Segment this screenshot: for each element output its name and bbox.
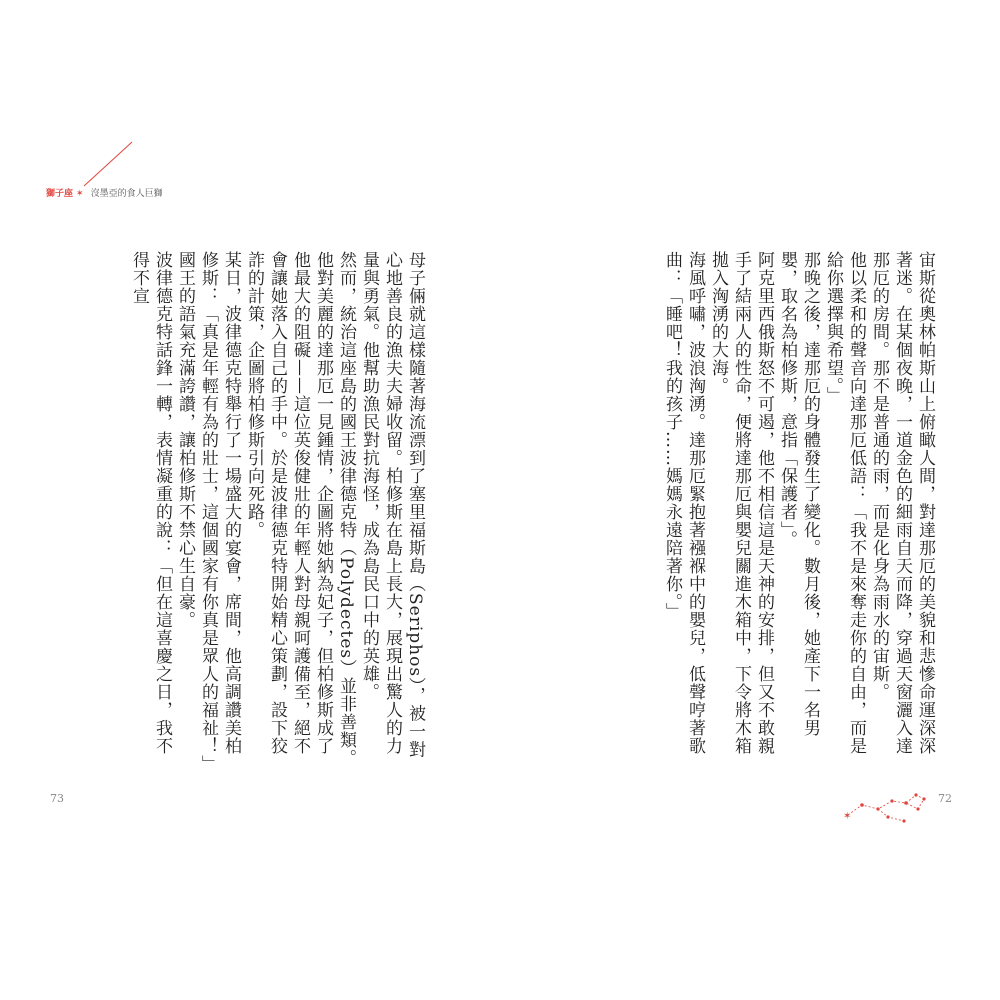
paragraph: 母子倆就這樣隨著海流漂到了塞里福斯島（Seriphos），被一對心地善良的漁夫夫婦收留。柏修斯在島上長大，展現出驚人的力量與勇氣。他幫助漁民對抗海怪，成為島民口中的英雄。	[359, 251, 425, 759]
header-diagonal-line	[82, 140, 134, 188]
star-icon: ✶	[76, 189, 84, 199]
page-number-right: 72	[938, 792, 952, 805]
paragraph: 宙斯從奧林帕斯山上俯瞰人間，對達那厄的美貌和悲慘命運深深著迷。在某個夜晚，一道金色的細雨自天而降，穿過天窗灑入達那厄的房間。那不是普通的雨，而是化身為雨水的宙斯。	[869, 251, 935, 755]
header-title: 沒墨亞的食人巨獅	[90, 189, 163, 199]
header-sign: 獅子座	[46, 189, 74, 199]
paragraph: 那晚之後，達那厄的身體發生了變化。數月後，她產下一名男嬰，取名為柏修斯，意指「保護者」。	[777, 251, 820, 737]
running-header	[46, 186, 163, 202]
page-number-left: 73	[50, 792, 64, 805]
svg-text:✶: ✶	[843, 811, 852, 822]
paragraph: 海風呼嘯，波浪洶湧。達那厄緊抱著襁褓中的嬰兒，低聲哼著歌曲：「睡吧！我的孩子……媽媽永遠陪著你。」	[662, 251, 705, 755]
paragraph: 波律德克特話鋒一轉，表情凝重的說：「但在這喜慶之日，我不得不宣	[129, 251, 172, 755]
paragraph: 然而，統治這座島的國王波律德克特（Polydectes）並非善類。他對美麗的達那厄一見鍾情，企圖將她納為妃子，但柏修斯成了他最大的阻礙——這位英俊健壯的年輕人對母親呵護備至，絕不會讓她落入自己的手中。於是波律德克特開始精心策劃，設下狡詐的計策，企圖將柏修斯引向死路。	[244, 251, 356, 768]
paragraph: 某日，波律德克特舉行了一場盛大的宴會，席間，他高調讚美柏修斯：「真是年輕有為的壯士，這個國家有你真是眾人的福祉！」國王的語氣充滿誇讚，讓柏修斯不禁心生自豪。	[175, 251, 241, 765]
left-page-text	[64, 251, 426, 771]
paragraph: 阿克里西俄斯怒不可遏，他不相信這是天神的安排，但又不敢親手了結兩人的性命，便將達那厄與嬰兒關進木箱中，下令將木箱拋入洶湧的大海。	[708, 251, 774, 755]
paragraph: 他以柔和的聲音向達那厄低語：「我不是來奪走你的自由，而是給你選擇與希望。」	[823, 251, 866, 755]
right-page-text	[606, 251, 936, 771]
leo-constellation-icon	[842, 783, 932, 833]
